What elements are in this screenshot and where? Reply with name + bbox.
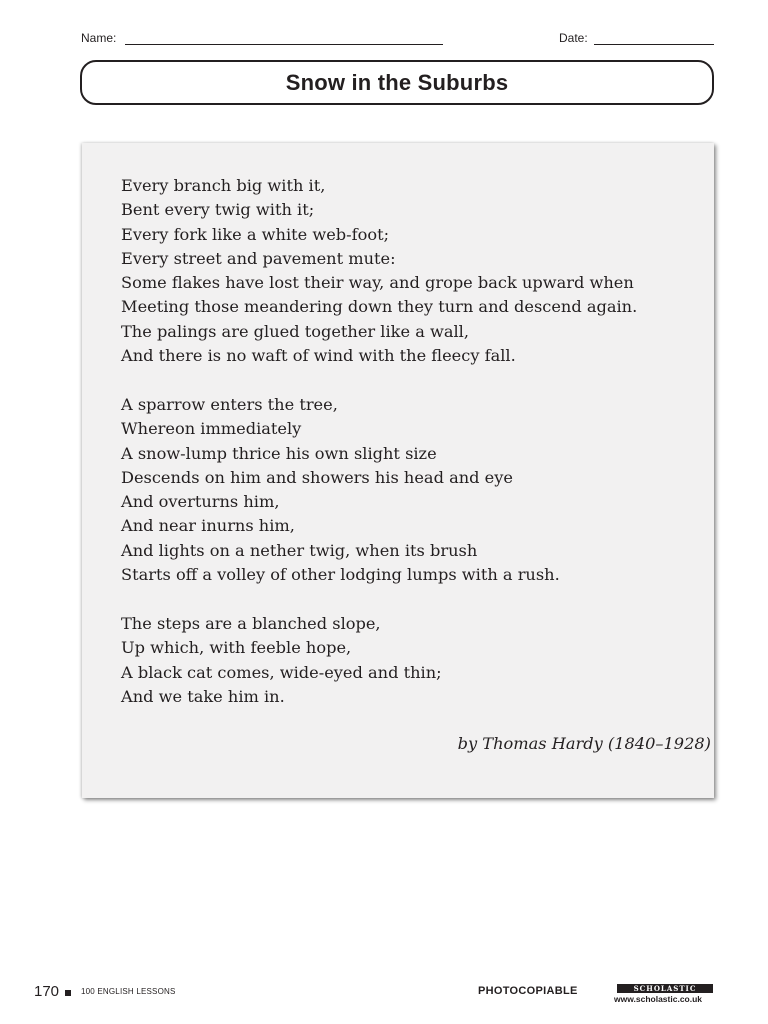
poem-line: Every fork like a white web-foot; bbox=[121, 224, 390, 244]
poem-line: Whereon immediately bbox=[121, 419, 302, 439]
date-label: Date: bbox=[559, 31, 588, 45]
poem-line: A snow-lump thrice his own slight size bbox=[121, 443, 437, 463]
series-title: 100 ENGLISH LESSONS bbox=[81, 987, 176, 996]
poem-line: Starts off a volley of other lodging lumps with a rush. bbox=[121, 565, 560, 585]
date-line bbox=[594, 44, 714, 45]
poem-line: And lights on a nether twig, when its brush bbox=[121, 540, 478, 560]
stanza-3 bbox=[121, 612, 442, 709]
poem-line: Descends on him and showers his head and eye bbox=[121, 467, 513, 487]
poem-panel bbox=[82, 143, 714, 798]
poem-line: A sparrow enters the tree, bbox=[121, 395, 338, 414]
poem-line: And we take him in. bbox=[121, 686, 285, 706]
poem-line: Every street and pavement mute: bbox=[121, 248, 396, 268]
publisher-logo: SCHOLASTIC bbox=[617, 984, 713, 993]
poem-line: Some flakes have lost their way, and grope back upward when bbox=[121, 273, 634, 293]
poem-line: The steps are a blanched slope, bbox=[121, 614, 381, 633]
poem-line: The palings are glued together like a wall, bbox=[121, 321, 469, 341]
poem-line: A black cat comes, wide-eyed and thin; bbox=[121, 662, 442, 682]
stanza-2 bbox=[121, 393, 560, 587]
poem-line: And overturns him, bbox=[121, 492, 280, 512]
page-number: 170 bbox=[34, 983, 60, 1000]
poem-line: And there is no waft of wind with the fleecy fall. bbox=[121, 346, 516, 366]
name-label: Name: bbox=[81, 31, 117, 45]
poem-line: Meeting those meandering down they turn and descend again. bbox=[121, 297, 638, 317]
stanza-1 bbox=[121, 174, 637, 368]
poem-line: And near inurns him, bbox=[121, 516, 295, 536]
title-box bbox=[80, 60, 714, 105]
name-line bbox=[125, 44, 443, 45]
poem-line: Up which, with feeble hope, bbox=[121, 638, 352, 658]
photocopiable-label: PHOTOCOPIABLE bbox=[478, 985, 578, 997]
publisher-url: www.scholastic.co.uk bbox=[614, 994, 703, 1004]
poem-attribution: by Thomas Hardy (1840–1928) bbox=[457, 734, 711, 753]
poem-line: Bent every twig with it; bbox=[121, 200, 315, 220]
name-date-row bbox=[81, 29, 714, 49]
page-title: Snow in the Suburbs bbox=[285, 69, 509, 95]
page-footer bbox=[34, 982, 714, 1010]
square-bullet-icon bbox=[65, 990, 71, 996]
poem-line: Every branch big with it, bbox=[121, 176, 326, 195]
